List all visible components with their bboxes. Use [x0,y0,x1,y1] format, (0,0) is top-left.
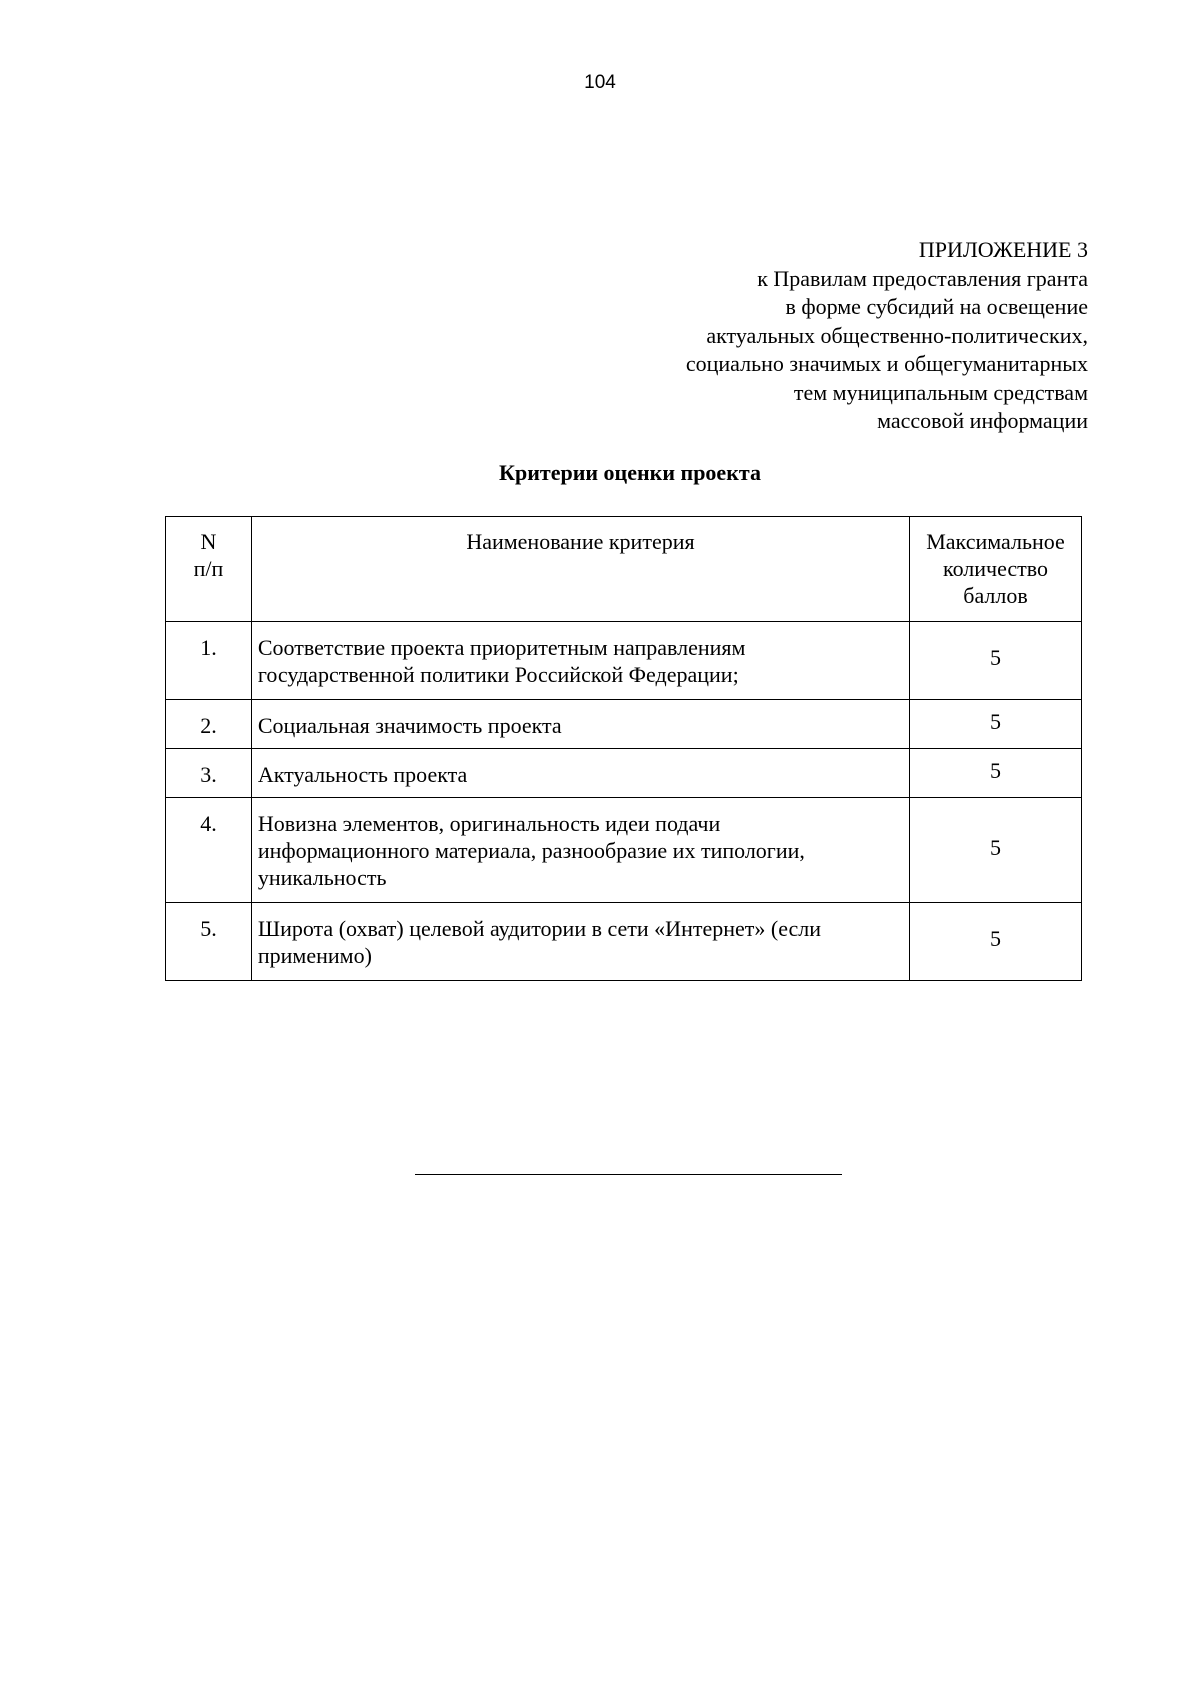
header-max-line: Максимальное [926,529,1065,554]
table-row [166,622,1082,700]
header-number-line: N [200,529,217,554]
criterion-line: Широта (охват) целевой аудитории в сети «Интернет» (если [257,916,822,941]
criterion-name [251,622,909,700]
header-max-points [910,517,1082,622]
row-number: 2. [166,700,252,749]
appendix-line: в форме субсидий на освещение [785,294,1088,319]
appendix-line: тем муниципальным средствам [793,379,1088,405]
table-header-row [166,517,1082,622]
table-row [166,903,1082,981]
table-row [166,798,1082,903]
row-number: 5. [166,903,252,981]
header-criterion-name [251,517,909,622]
max-points-value: 5 [990,757,1002,783]
criterion-name [251,903,909,981]
criterion-name [251,798,909,903]
criterion-line: государственной политики Российской Федерации; [257,662,739,687]
criterion-line: Актуальность проекта [257,762,468,787]
max-points [910,622,1082,700]
max-points [910,798,1082,903]
row-number: 1. [166,622,252,700]
max-points [910,749,1082,798]
closing-rule [415,1174,842,1175]
row-number: 4. [166,798,252,903]
criterion-line: Социальная значимость проекта [257,713,562,738]
appendix-line: социально значимых и общегуманитарных [685,351,1088,376]
header-number-line: п/п [193,556,224,581]
appendix-line: к Правилам предоставления гранта [757,265,1088,291]
row-number: 3. [166,749,252,798]
max-points-value: 5 [990,834,1002,860]
criterion-line: Новизна элементов, оригинальность идеи подачи [257,811,721,836]
header-name-text: Наименование критерия [466,529,695,554]
max-points-value: 5 [990,645,1002,670]
table-row [166,700,1082,749]
criterion-line: Соответствие проекта приоритетным направлениям [257,635,746,660]
page-number: 104 [584,72,616,93]
appendix-line: актуальных общественно-политических, [706,322,1088,348]
appendix-title: ПРИЛОЖЕНИЕ 3 [918,237,1088,262]
criteria-table [165,516,1082,981]
appendix-line: массовой информации [877,408,1088,433]
criterion-line: применимо) [257,943,372,968]
max-points [910,700,1082,749]
document-title: Критерии оценки проекта [499,460,761,485]
criterion-name [251,749,909,798]
criterion-line: информационного материала, разнообразие их типологии, [257,838,805,863]
criterion-line: уникальность [257,865,387,890]
header-number [166,517,252,622]
criterion-name [251,700,909,749]
table-row [166,749,1082,798]
appendix-heading [686,236,1088,436]
header-max-line: баллов [963,583,1028,608]
max-points-value: 5 [990,708,1002,734]
max-points-value: 5 [990,926,1002,951]
header-max-line: количество [943,556,1049,581]
max-points [910,903,1082,981]
